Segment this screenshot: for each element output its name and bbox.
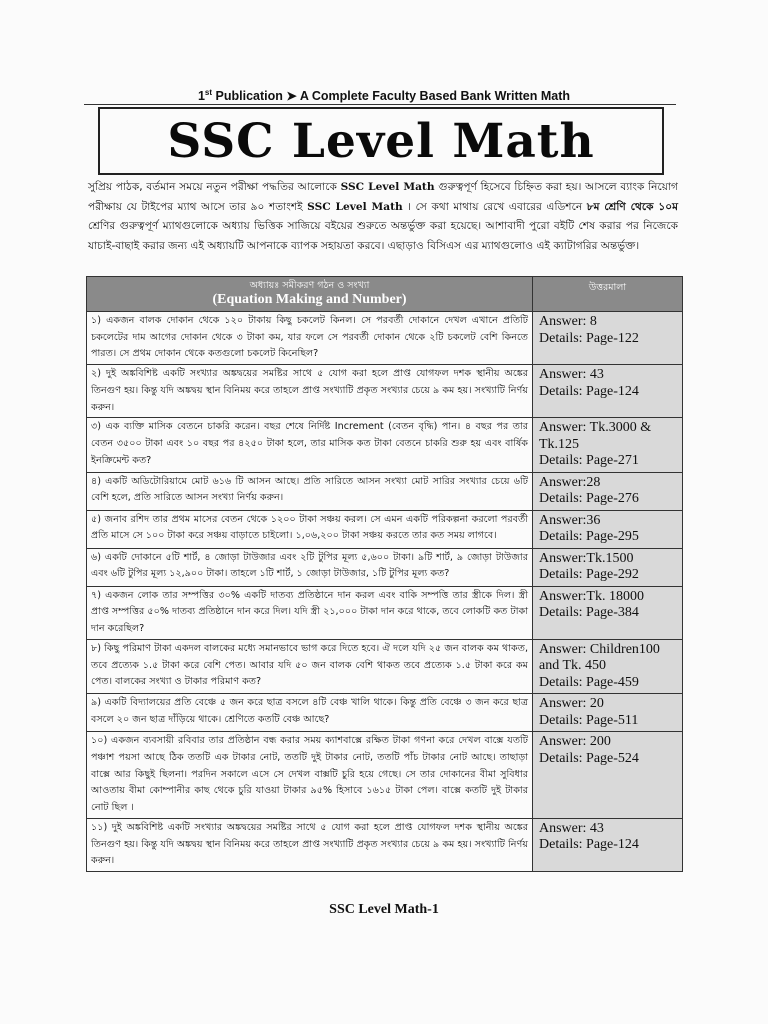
answer-value: Answer: Children100 bbox=[539, 641, 660, 657]
intro-text-4: শ্রেণির গুরুত্বপূর্ণ ম্যাথগুলোকে অধ্যায় ভিত্তিক সাজিয়ে বইয়ের শুরুতে অন্তর্ভুক্ত করা হয়েছে। আশাবাদী পুরো বইটি শেষ করার পর নিজেকে যাচাই-বাছাই করার জন্য এই অধ্যায়টি আপনাকে ব্যাপক সহায়তা করবে। এছাড়াও বিসিএস এর ম্যাথগুলোও এই ক্যাটাগরির অন্তর্ভুক্ত। bbox=[88, 220, 678, 252]
page-footer: SSC Level Math-1 bbox=[329, 902, 439, 917]
questions-table bbox=[86, 276, 683, 872]
header-superscript: st bbox=[204, 88, 213, 97]
answer-column-header: উত্তরমালা bbox=[533, 277, 683, 312]
question-cell: ৯) একটি বিদ্যালয়ের প্রতি বেঞ্চে ৫ জন করে ছাত্র বসলে ৪টি বেঞ্চ খালি থাকে। কিন্তু প্রতি বেঞ্চে ৩ জন করে ছাত্র বসলে ২০ জন ছাত্র দাঁড়িয়ে থাকে। শ্রেণিতে কতটি বেঞ্চ আছে? bbox=[87, 694, 533, 732]
answer-cell bbox=[533, 548, 683, 586]
answer-details: Details: Page-524 bbox=[539, 750, 639, 766]
answer-cell bbox=[533, 312, 683, 365]
question-cell: ১০) একজন ব্যবসায়ী রবিবার তার প্রতিষ্ঠান বন্ধ করার সময় ক্যাশবাক্সে রক্ষিত টাকা গণনা করে দেখল বাক্সে যতটি পঞ্চাশ পয়সা আছে ঠিক ততটি এক টাকার নোট, ততটি দুই টাকার নোট, ততটি পাঁচ টাকার নোট আছে। তাছাড়া বাক্সে আর কিছুই ছিলনা। পরদিন সকালে এসে সে দেখল বাক্সটি চুরি হয়ে গেছে। সে তার দোকানের বীমা সুবিধার আওতায় বীমা কোম্পানীর কাছ থেকে চুরি যাওয়া টাকার ৯৫% হিসাবে ১৬১৫ টাকা পেল। বাক্সে কতটি দুই টাকার নোট ছিল । bbox=[87, 732, 533, 819]
question-cell: ৮) কিছু পরিমাণ টাকা একদল বালকের মধ্যে সমানভাবে ভাগ করে দিতে হবে। ঐ দলে যদি ২৫ জন বালক কম থাকত, তবে প্রত্যেক ১.৫ টাকা করে বেশি পেত। আবার যদি ৫০ জন বালক বেশি থাকত তবে প্রত্যেক ১.৫ টাকা করে কম পেত। বালকের সংখ্যা ও টাকার পরিমাণ কত? bbox=[87, 639, 533, 694]
answer-cell bbox=[533, 818, 683, 871]
answer-value-cont: Tk.125 bbox=[539, 436, 580, 452]
header-rule bbox=[84, 104, 676, 105]
answer-cell bbox=[533, 472, 683, 510]
table-row bbox=[87, 818, 683, 871]
answer-details: Details: Page-124 bbox=[539, 837, 639, 853]
header-number: 1 bbox=[197, 89, 205, 104]
question-cell: ৩) এক ব্যক্তি মাসিক বেতনে চাকরি করেন। বছর শেষে নির্দিষ্ট Increment (বেতন বৃদ্ধি) পান। ৪ বছর পর তার বেতন ৩৫০০ টাকা এবং ১০ বছর পর ৪২৫০ টাকা হলে, তার মাসিক কত টাকা বেতনে চাকরি শুরু হয় এবং বার্ষিক ইনক্রিমেন্ট কত? bbox=[87, 418, 533, 473]
header-text: Publication ➤ A Complete Faculty Based Bank Written Math bbox=[212, 89, 571, 104]
answer-details: Details: Page-295 bbox=[539, 529, 639, 545]
table-row bbox=[87, 510, 683, 548]
answer-cell bbox=[533, 732, 683, 819]
intro-paragraph bbox=[88, 178, 678, 256]
question-cell: ১১) দুই অঙ্কবিশিষ্ট একটি সংখ্যার অঙ্কদ্বয়ের সমষ্টির সাথে ৫ যোগ করা হলে প্রাপ্ত যোগফল দশক স্থানীয় অঙ্কের তিনগুণ হয়। কিন্তু যদি অঙ্কদ্বয় স্থান বিনিময় করে তাহলে প্রাপ্ত সংখ্যাটি প্রকৃত সংখ্যার চেয়ে ৯ কম হয়। সংখ্যাটি নির্ণয় করুন। bbox=[87, 818, 533, 871]
question-cell: ৬) একটি দোকানে ৫টি শার্ট, ৪ জোড়া টাউজার এবং ২টি টুপির মূল্য ৫,৬০০ টাকা। ৯টি শার্ট, ৯ জোড়া টাউজার এবং ৬টি টুপির মূল্য ১২,৯০০ টাকা। তাহলে ১টি শার্ট, ১ জোড়া টাউজার, ১টি টুপির মূল্য কত? bbox=[87, 548, 533, 586]
answer-value: Answer: 200 bbox=[539, 734, 611, 750]
chapter-title-bn: অধ্যায়ঃ সমীকরণ গঠন ও সংখ্যা bbox=[249, 280, 370, 291]
intro-text-1: সুপ্রিয় পাঠক, বর্তমান সময়ে নতুন পরীক্ষা পদ্ধতির আলোকে bbox=[88, 181, 341, 193]
answer-value: Answer:Tk.1500 bbox=[539, 550, 634, 566]
answer-details: Details: Page-276 bbox=[539, 491, 639, 507]
answer-cell bbox=[533, 694, 683, 732]
chapter-title-en: (Equation Making and Number) bbox=[212, 292, 407, 307]
question-cell: ১) একজন বালক দোকান থেকে ১২০ টাকায় কিছু চকলেট কিনল। সে পরবর্তী দোকানে দেখল এখানে প্রতিটি চকলেটের দাম আগের দোকান থেকে ৩ টাকা কম, যার ফলে সে পরবর্তী দোকান থেকে ২টি চকলেট বেশি কিনতে পারত। সে প্রথম দোকান থেকে কতগুলো চকলেট কিনেছিল? bbox=[87, 312, 533, 365]
question-cell: ৫) জনাব রশিদ তার প্রথম মাসের বেতন থেকে ১২০০ টাকা সঞ্চয় করল। সে এমন একটি পরিকল্পনা করলো পরবর্তী প্রতি মাসে সে ১০০ টাকা করে সঞ্চয় বাড়াতে চাইলো। ১,০৬,২০০ টাকা সঞ্চয় করতে তার কত সময় লাগবে। bbox=[87, 510, 533, 548]
answer-details: Details: Page-292 bbox=[539, 567, 639, 583]
question-cell: ২) দুই অঙ্কবিশিষ্ট একটি সংখ্যার অঙ্কদ্বয়ের সমষ্টির সাথে ৫ যোগ করা হলে প্রাপ্ত যোগফল দশক স্থানীয় অঙ্কের তিনগুণ হয়। কিন্তু যদি অঙ্কদ্বয় স্থান বিনিময় করে তাহলে প্রাপ্ত সংখ্যাটি প্রকৃত সংখ্যার চেয়ে ৯ কম হয়। সংখ্যাটি নির্ণয় করুন। bbox=[87, 365, 533, 418]
intro-text-3: । সে কথা মাথায় রেখে এবারের এডিশনে bbox=[402, 200, 587, 213]
answer-cell bbox=[533, 586, 683, 639]
table-row bbox=[87, 639, 683, 694]
answer-cell bbox=[533, 365, 683, 418]
question-cell: ৭) একজন লোক তার সম্পত্তির ৩০% একটি দাতব্য প্রতিষ্ঠানে দান করল এবং বাকি সম্পত্তি তার স্ত্রীকে দিল। স্ত্রী প্রাপ্ত সম্পত্তির ৫০% দাতব্য প্রতিষ্ঠানে দান করে দিল। যদি স্ত্রী ২১,০০০ টাকা দান করে থাকে, তবে লোকটি কত টাকা দান করেছিল? bbox=[87, 586, 533, 639]
intro-text-2: গুরুত্বপূর্ণ হিসেবে চিহ্নিত করা হয়। আসলে ব্যাংক নিয়োগ পরীক্ষায় যে টাইপের ম্যাথ আসে তার ৯০ শতাংশই bbox=[88, 181, 678, 213]
answer-details: Details: Page-459 bbox=[539, 674, 639, 690]
table-row bbox=[87, 418, 683, 473]
title-box bbox=[98, 107, 664, 175]
intro-bold-1: SSC Level Math bbox=[340, 181, 435, 193]
table-row bbox=[87, 472, 683, 510]
page-title: SSC Level Math bbox=[167, 113, 595, 169]
answer-cell bbox=[533, 510, 683, 548]
table-row bbox=[87, 365, 683, 418]
answer-details: Details: Page-271 bbox=[539, 453, 639, 469]
answer-value: Answer:Tk. 18000 bbox=[539, 588, 644, 604]
answer-cell bbox=[533, 418, 683, 473]
publication-header bbox=[100, 88, 668, 103]
answer-value: Answer:28 bbox=[539, 474, 601, 490]
answer-details: Details: Page-384 bbox=[539, 605, 639, 621]
intro-bold-3: ৮ম শ্রেণি থেকে ১০ম bbox=[586, 200, 679, 213]
table-body bbox=[87, 312, 683, 872]
answer-value: Answer: Tk.3000 & bbox=[539, 420, 652, 436]
answer-value: Answer: 43 bbox=[539, 367, 604, 383]
answer-value: Answer:36 bbox=[539, 512, 601, 528]
answer-details: Details: Page-124 bbox=[539, 383, 639, 399]
answer-details: Details: Page-511 bbox=[539, 712, 639, 728]
answer-details: Details: Page-122 bbox=[539, 330, 639, 346]
intro-bold-2: SSC Level Math bbox=[307, 200, 403, 213]
answer-value: Answer: 8 bbox=[539, 314, 597, 329]
table-row bbox=[87, 586, 683, 639]
answer-value: Answer: 43 bbox=[539, 820, 604, 836]
table-row bbox=[87, 694, 683, 732]
table-row bbox=[87, 548, 683, 586]
table-header-row bbox=[87, 277, 683, 312]
question-column-header bbox=[87, 277, 533, 312]
question-cell: ৪) একটি অডিটোরিয়ামে মোট ৬১৬ টি আসন আছে। প্রতি সারিতে আসন সংখ্যা মোট সারির সংখ্যার চেয়ে ৬টি বেশি হলে, প্রতি সারিতে আসন সংখ্যা নির্ণয় করুন। bbox=[87, 472, 533, 510]
table-row bbox=[87, 312, 683, 365]
answer-cell bbox=[533, 639, 683, 694]
answer-value: Answer: 20 bbox=[539, 696, 604, 712]
table-row bbox=[87, 732, 683, 819]
answer-value-cont: and Tk. 450 bbox=[539, 658, 607, 674]
